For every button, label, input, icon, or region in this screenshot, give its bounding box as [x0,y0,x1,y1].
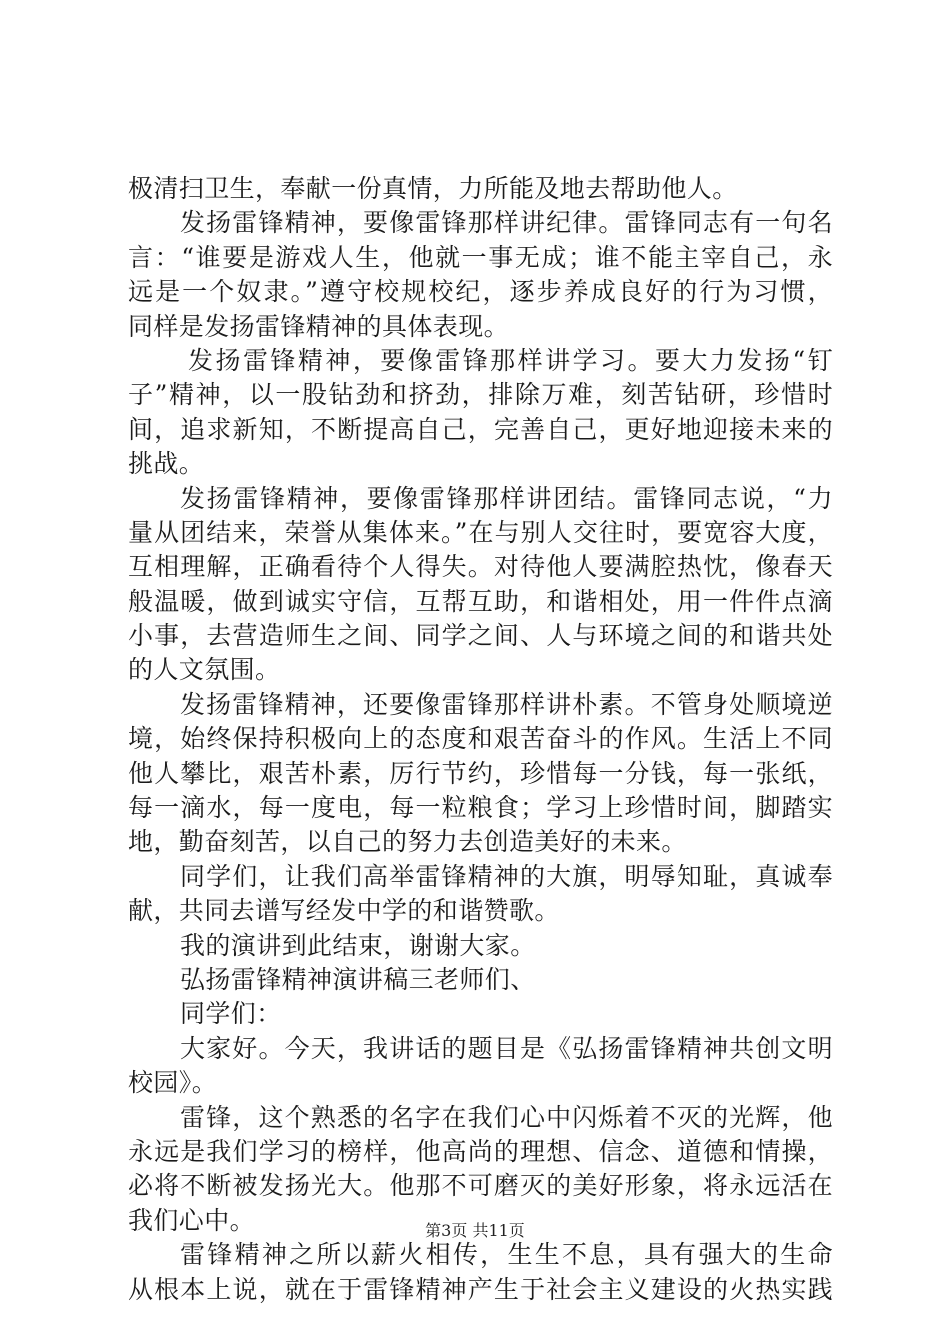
page-footer: 第3页 共11页 [425,1221,525,1240]
text-line: 雷锋，这个熟悉的名字在我们心中闪烁着不灭的光辉，他 [180,1102,833,1132]
text-line: 同学们： [180,999,282,1029]
text-line: 献，共同去谱写经发中学的和谐赞歌。 [128,896,560,926]
text-line: 永远是我们学习的榜样，他高尚的理想、信念、道德和情操， [128,1136,833,1166]
text-line: 的人文氛围。 [128,655,281,685]
text-line: 必将不断被发扬光大。他那不可磨灭的美好形象，将永远活在 [128,1171,833,1201]
text-line: 弘扬雷锋精神演讲稿三老师们、 [180,964,536,994]
text-line: 校园》。 [128,1068,218,1098]
text-line: 境，始终保持积极向上的态度和艰苦奋斗的作风。生活上不同 [128,724,833,754]
text-line: 互相理解，正确看待个人得失。对待他人要满腔热忱，像春天 [128,552,833,582]
text-line: 雷锋精神之所以薪火相传，生生不息，具有强大的生命 [180,1240,833,1270]
text-line: 般温暖，做到诚实守信，互帮互助，和谐相处，用一件件点滴 [128,586,833,616]
text-line: 小事，去营造师生之间、同学之间、人与环境之间的和谐共处 [128,621,833,651]
text-line: 发扬雷锋精神，要像雷锋那样讲团结。雷锋同志说，“力 [180,483,833,513]
text-line: 言：“谁要是游戏人生，他就一事无成；谁不能主宰自己，永 [128,242,833,272]
text-line: 极清扫卫生，奉献一份真情，力所能及地去帮助他人。 [128,174,738,203]
text-line: 间，追求新知，不断提高自己，完善自己，更好地迎接未来的 [128,414,833,444]
text-line: 远是一个奴隶。”遵守校规校纪，逐步养成良好的行为习惯， [128,277,833,307]
text-line: 从根本上说，就在于雷锋精神产生于社会主义建设的火热实践 [128,1274,833,1304]
text-line: 每一滴水，每一度电，每一粒粮食；学习上珍惜时间，脚踏实 [128,793,833,823]
text-line: 子”精神，以一股钻劲和挤劲，排除万难，刻苦钻研，珍惜时 [128,380,833,410]
text-line: 地，勤奋刻苦，以自己的努力去创造美好的未来。 [128,827,687,857]
text-line: 发扬雷锋精神，还要像雷锋那样讲朴素。不管身处顺境逆 [180,689,833,719]
text-line: 我的演讲到此结束，谢谢大家。 [180,930,536,960]
text-line: 大家好。今天，我讲话的题目是《弘扬雷锋精神共创文明 [180,1033,833,1063]
text-line: 发扬雷锋精神，要像雷锋那样讲学习。要大力发扬“钉 [188,345,833,375]
text-line: 挑战。 [128,449,205,479]
text-line: 发扬雷锋精神，要像雷锋那样讲纪律。雷锋同志有一句名 [180,208,833,238]
text-line: 我们心中。 [128,1205,256,1235]
text-line: 同样是发扬雷锋精神的具体表现。 [128,311,510,341]
text-line: 他人攀比，艰苦朴素，厉行节约，珍惜每一分钱，每一张纸， [128,758,833,788]
text-line: 量从团结来，荣誉从集体来。”在与别人交往时，要宽容大度， [128,517,833,547]
text-line: 同学们，让我们高举雷锋精神的大旗，明辱知耻，真诚奉 [180,861,833,891]
document-body [128,172,833,1307]
